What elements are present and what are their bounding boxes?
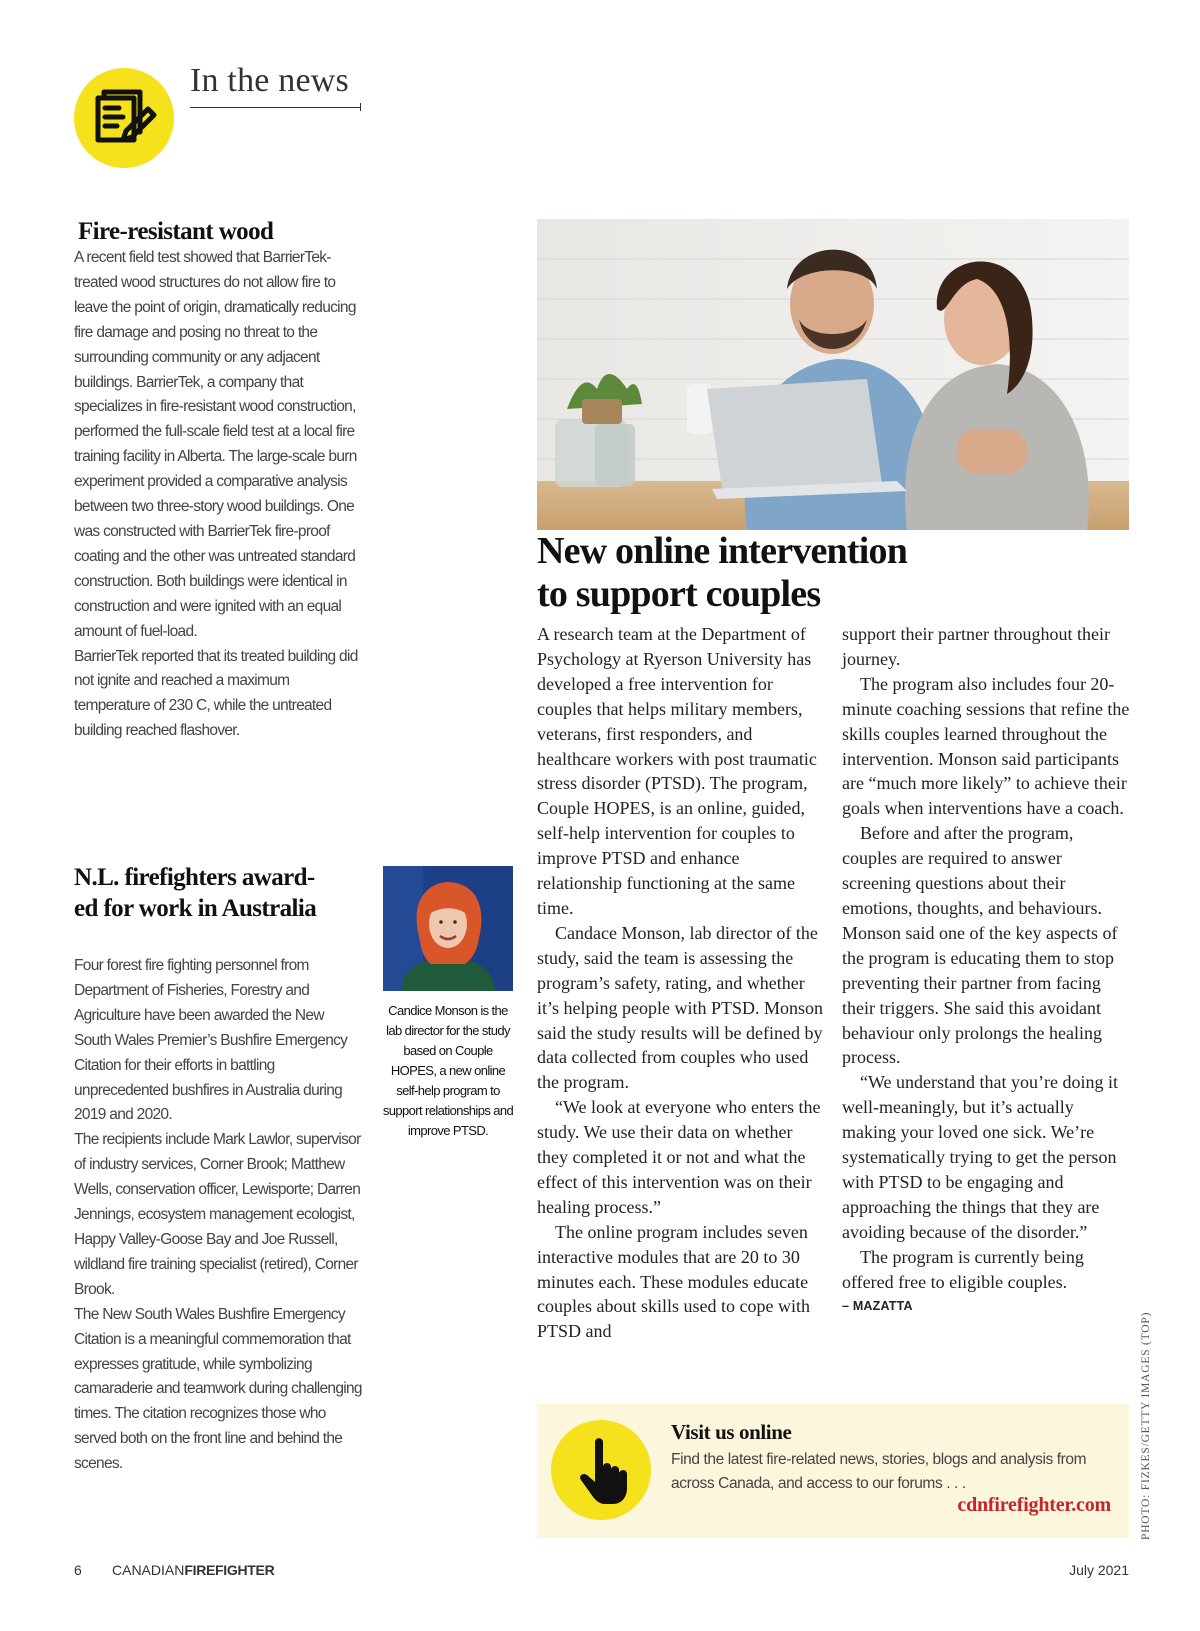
issue-date: July 2021	[1069, 1562, 1129, 1578]
website-link[interactable]: cdnfirefighter.com	[957, 1494, 1111, 1516]
page-number: 6	[74, 1562, 82, 1578]
article-paragraph: “We look at everyone who enters the study. We use their data on whether they completed it or not and what the effect of this intervention was on their healing process.”	[537, 1097, 821, 1217]
nl-firefighters-story	[74, 862, 374, 1477]
nl-firefighters-paragraph: Four forest fire fighting personnel from Department of Fisheries, Forestry and Agriculture have been awarded the New South Wales Premier’s Bushfire Emergency Citation for their efforts in battling unprecedented bushfires in Australia during 2019 and 2020.	[74, 957, 348, 1124]
magazine-name-bold: FIREFIGHTER	[184, 1562, 275, 1578]
article-paragraph: The online program includes seven interactive modules that are 20 to 30 minutes each. These modules educate couples about skills used to cope with PTSD and	[537, 1221, 810, 1342]
title-line: New online intervention	[537, 530, 908, 572]
nl-firefighters-paragraph: The recipients include Mark Lawlor, supervisor of industry services, Corner Brook; Matthew Wells, conservation officer, Lewisporte; Darren Jennings, ecosystem management ecologist, Happy Valley-Goose Bay and Joe Russell, wildland fire training specialist (retired), Corner Brook.	[74, 1131, 361, 1298]
magazine-name-light: CANADIAN	[112, 1562, 185, 1578]
news-icon-badge	[74, 68, 174, 168]
nl-firefighters-heading	[74, 862, 374, 924]
heading-line: N.L. firefighters award-	[74, 864, 315, 891]
article-paragraph: support their partner throughout their journey.	[842, 624, 1110, 669]
section-title-underline	[190, 107, 360, 108]
news-notepad-pencil-icon	[74, 68, 174, 168]
candice-monson-portrait	[383, 866, 513, 991]
article-paragraph: Candace Monson, lab director of the study, said the team is assessing the program’s safety, rating, and whether it’s helping people with PTSD. Monson said the study results will be defined by data collected from couples who used the program.	[537, 922, 824, 1093]
magazine-name	[112, 1562, 274, 1578]
promo-title: Visit us online	[671, 1420, 792, 1444]
article-title	[537, 530, 1137, 616]
portrait-caption: Candice Monson is the lab director for the study based on Couple HOPES, a new online self-help program to support relationships and improve PTSD.	[382, 1003, 514, 1138]
article-column-1	[537, 622, 827, 1344]
couple-laptop-photo	[537, 219, 1129, 530]
fire-wood-story	[74, 216, 364, 744]
article-paragraph: “We understand that you’re doing it well-meaningly, but it’s actually making your loved one sick. We’re systematically trying to get the person with PTSD to be engaging and approaching the things that they are avoiding because of the disorder.”	[842, 1072, 1118, 1242]
promo-text: Find the latest fire-related news, stories, blogs and analysis from across Canada, and access to our forums . . .	[671, 1451, 1087, 1492]
promo-icon-badge	[551, 1420, 651, 1520]
nl-firefighters-paragraph: The New South Wales Bushfire Emergency Citation is a meaningful commemoration that expresses gratitude, while symbolizing camaraderie and teamwork during challenging times. The citation recognizes those who served both on the front line and behind the scenes.	[74, 1305, 362, 1473]
article-byline: – MAZATTA	[842, 1299, 913, 1314]
section-title: In the news	[190, 62, 349, 99]
fire-wood-paragraph: BarrierTek reported that its treated building did not ignite and reached a maximum temperature of 230 C, while the untreated building reached flashover.	[74, 647, 358, 740]
fire-wood-paragraph: A recent field test showed that BarrierTek-treated wood structures do not allow fire to leave the point of origin, dramatically reducing fire damage and posing no threat to the surrounding community or any adjacent buildings. BarrierTek, a company that specializes in fire-resistant wood construction, performed the full-scale field test at a local fire training facility in Alberta. The large-scale burn experiment provided a comparative analysis between two three-story wood buildings. One was constructed with BarrierTek fire-proof coating and the other was untreated standard construction. Both buildings were identical in construction and were ignited with an equal amount of fuel-load.	[74, 249, 357, 640]
pointing-hand-icon	[551, 1420, 651, 1520]
article-paragraph: The program is currently being offered free to eligible couples.	[842, 1246, 1084, 1292]
photo-credit: PHOTO: FIZKES/GETTY IMAGES (TOP)	[1140, 1311, 1152, 1540]
article-paragraph: The program also includes four 20-minute coaching sessions that refine the skills couples learned throughout the intervention. Monson said participants are “much more likely” to achieve their goals when interventions have a coach.	[842, 673, 1130, 819]
article-column-2	[842, 622, 1132, 1319]
article-paragraph: A research team at the Department of Psychology at Ryerson University has developed a free intervention for couples that helps military members, veterans, first responders, and healthcare workers with post traumatic stress disorder (PTSD). The program, Couple HOPES, is an online, guided, self-help intervention for couples to improve PTSD and enhance relationship functioning at the same time.	[537, 624, 817, 918]
fire-wood-heading: Fire-resistant wood	[78, 218, 274, 245]
article-paragraph: Before and after the program, couples are required to answer screening questions about their emotions, thoughts, and behaviours. Monson said one of the key aspects of the program is educating them to stop preventing their partner from facing their triggers. She said this avoidant behaviour only prolongs the healing process.	[842, 823, 1118, 1068]
heading-line: ed for work in Australia	[74, 895, 317, 922]
title-line: to support couples	[537, 573, 821, 615]
